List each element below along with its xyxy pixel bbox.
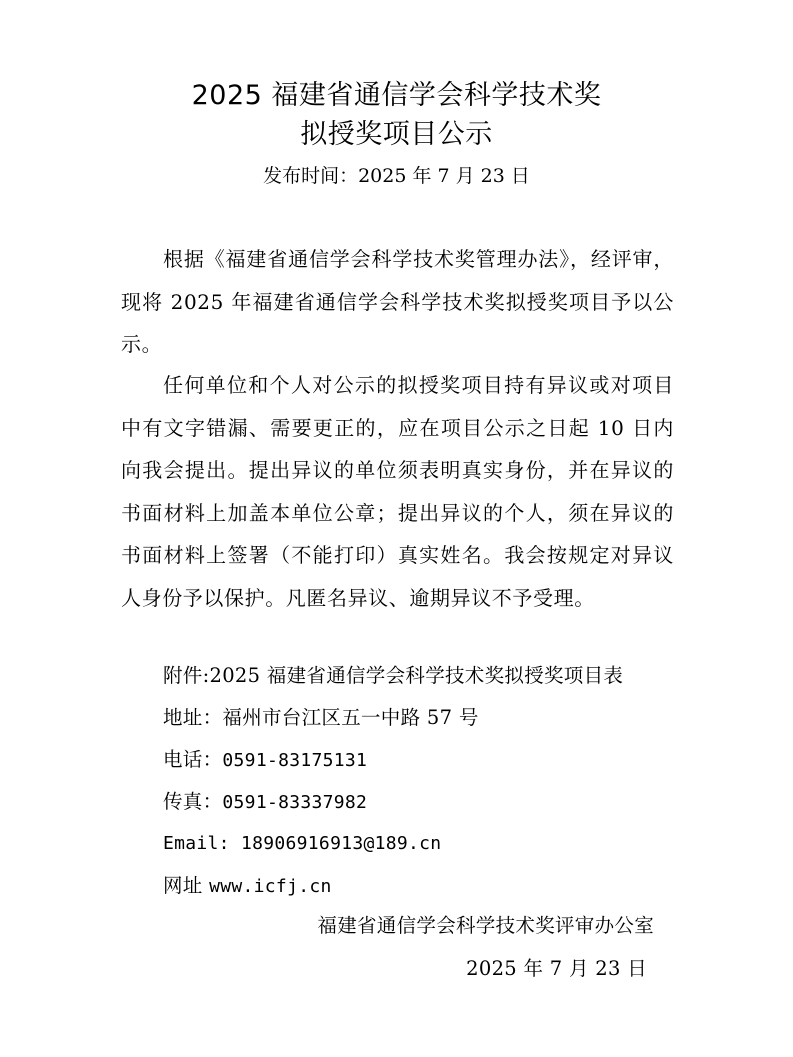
signature-date: 2025 年 7 月 23 日 xyxy=(466,957,647,980)
phone-line xyxy=(163,746,367,775)
phone-value: 0591-83175131 xyxy=(222,750,368,771)
attachment-value: 2025 福建省通信学会科学技术奖拟授奖项目表 xyxy=(209,664,624,687)
signature-organization: 福建省通信学会科学技术奖评审办公室 xyxy=(317,914,654,937)
attachment-line xyxy=(163,662,623,690)
publish-time: 发布时间：2025 年 7 月 23 日 xyxy=(263,165,530,187)
address-line xyxy=(163,704,479,732)
document-title-line-1: 2025 福建省通信学会科学技术奖 xyxy=(191,80,602,111)
fax-value: 0591-83337982 xyxy=(222,792,368,813)
address-value: 福州市台江区五一中路 57 号 xyxy=(222,706,479,729)
email-line xyxy=(163,830,441,858)
fax-label: 传真： xyxy=(163,790,223,813)
document-title-line-2: 拟授奖项目公示 xyxy=(300,119,493,150)
body-paragraph-1: 根据《福建省通信学会科学技术奖管理办法》，经评审，现将 2025 年福建省通信学会科学技术奖拟授奖项目予以公示。 xyxy=(121,247,674,356)
attachment-label: 附件: xyxy=(163,664,210,687)
email-value: 18906916913@189.cn xyxy=(240,833,442,854)
website-line xyxy=(163,872,332,901)
fax-line xyxy=(163,788,367,817)
website-value: www.icfj.cn xyxy=(209,876,332,897)
body-paragraph-2: 任何单位和个人对公示的拟授奖项目持有异议或对项目中有文字错漏、需要更正的，应在项目公示之日起 10 日内向我会提出。提出异议的单位须表明真实身份，并在异议的书面材料上加盖本单位公章；提出异议的个人，须在异议的书面材料上签署（不能打印）真实姓名。我会按规定对异议人身份予以保护。凡匿名异议、逾期异议不予受理。 xyxy=(121,373,674,610)
email-label: Email: xyxy=(163,833,230,854)
phone-label: 电话： xyxy=(163,748,223,771)
address-label: 地址： xyxy=(163,706,223,729)
website-label: 网址 xyxy=(163,874,203,897)
